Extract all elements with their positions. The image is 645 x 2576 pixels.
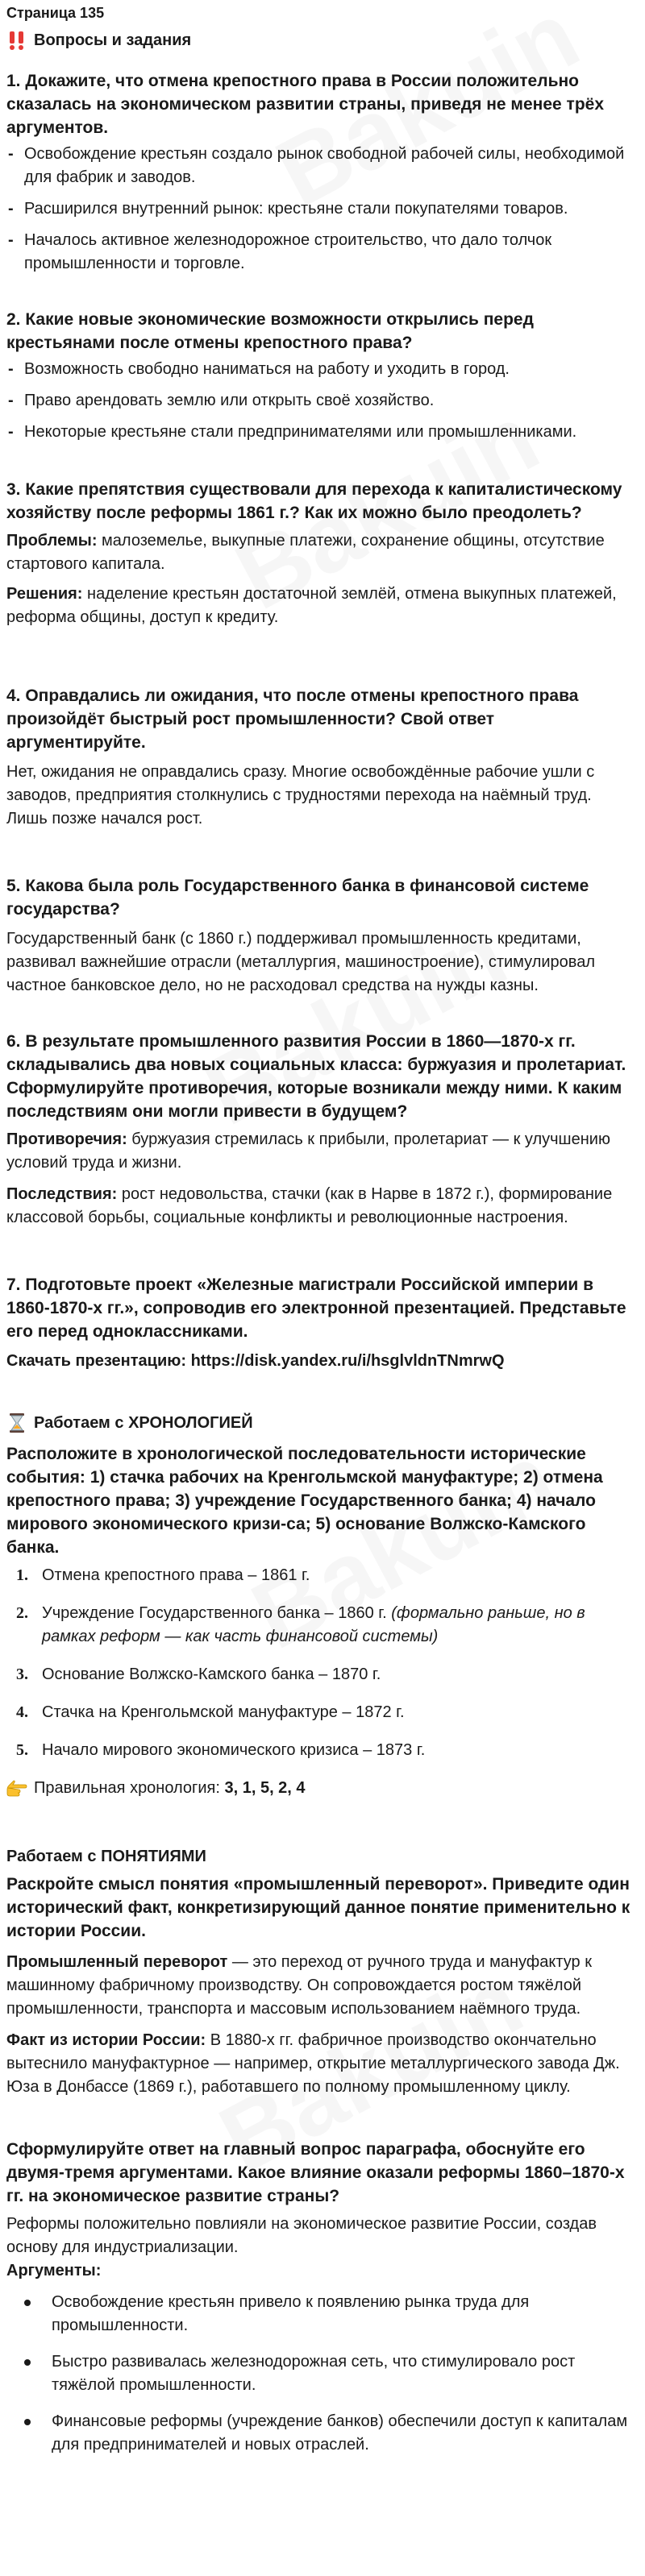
download-label: Скачать презентацию: — [6, 1352, 187, 1370]
question-7 — [6, 1273, 635, 1373]
concepts-header — [6, 1845, 635, 1868]
list-item — [6, 1701, 635, 1724]
item-text: Учреждение Государственного банка – 1860 г. (формально раньше, но в рамках реформ — как часть финансовой системы) — [42, 1604, 585, 1645]
list-item: Освобождение крестьян привело к появлению рынка труда для промышленности. — [6, 2291, 635, 2337]
list-item: - Расширился внутренний рынок: крестьяне стали покупателями товаров. — [6, 197, 635, 221]
section-tasks-header — [6, 29, 635, 52]
consequences-text: рост недовольства, стачки (как в Нарве в 1872 г.), формирование классовой борьбы, социальные конфликты и революционные настроения. — [6, 1185, 613, 1226]
chronology-header — [6, 1412, 635, 1434]
chronology-answer-label: Правильная хронология: — [34, 1779, 225, 1797]
item-number: 1. — [16, 1566, 28, 1584]
question-title: 1. Докажите, что отмена крепостного права в России положительно сказалась на экономическом развитии страны, приведя не менее трёх аргументов. — [6, 72, 604, 137]
hourglass-icon — [6, 1412, 27, 1433]
solutions-text: наделение крестьян достаточной землёй, отмена выкупных платежей, реформа общины, доступ к кредиту. — [6, 585, 617, 626]
chronology-task: Расположите в хронологической последовательности исторические события: 1) стачка рабочих на Кренгольмской мануфактуре; 2) отмена крепостного права; 3) учреждение Государственного банка; 4) начало мирового экономического кризи-са; 5) основание Волжско-Камского банка. — [6, 1445, 603, 1557]
list-item — [6, 1602, 635, 1649]
chronology-title: Работаем с ХРОНОЛОГИЕЙ — [34, 1414, 253, 1432]
question-title: 4. Оправдались ли ожидания, что после отмены крепостного права произойдёт быстрый рост промышленности? Свой ответ аргументируйте. — [6, 687, 579, 752]
consequences-label: Последствия: — [6, 1185, 118, 1203]
question-6 — [6, 1030, 635, 1230]
item-number: 3. — [16, 1665, 28, 1683]
problems-label: Проблемы: — [6, 532, 98, 550]
question-4 — [6, 684, 635, 831]
list-item: - Освобождение крестьян создало рынок свободной рабочей силы, необходимой для фабрик и заводов. — [6, 143, 635, 189]
concepts-task: Раскройте смысл понятия «промышленный переворот». Приведите один исторический факт, конкретизирующий данное понятие применительно к истории России. — [6, 1875, 630, 1940]
contradictions-paragraph — [6, 1128, 635, 1175]
question-title: 7. Подготовьте проект «Железные магистрали Российской империи в 1860-1870-х гг.», сопроводив его электронной презентацией. Представьте его перед одноклассниками. — [6, 1276, 626, 1341]
list-item: - Возможность свободно наниматься на работу и уходить в город. — [6, 358, 635, 381]
solutions-label: Решения: — [6, 585, 83, 603]
question-5 — [6, 874, 635, 998]
list-item: - Право арендовать землю или открыть своё хозяйство. — [6, 389, 635, 413]
problems-text: малоземелье, выкупные платежи, сохранение общины, отсутствие стартового капитала. — [6, 532, 605, 573]
list-item: - Некоторые крестьяне стали предпринимателями или промышленниками. — [6, 421, 635, 444]
final-question: Сформулируйте ответ на главный вопрос параграфа, обоснуйте его двумя-тремя аргументами. Какое влияние оказали реформы 1860–1870-х гг. на экономическое развитие страны? — [6, 2140, 625, 2205]
solutions-paragraph — [6, 583, 635, 629]
list-item: Финансовые реформы (учреждение банков) обеспечили доступ к капиталам для предпринимателей и новых отраслей. — [6, 2410, 635, 2457]
list-item — [6, 1739, 635, 1762]
answer-list — [6, 358, 635, 444]
item-text: Основание Волжско-Камского банка – 1870 г. — [42, 1665, 381, 1683]
arguments-label: Аргументы: — [6, 2262, 102, 2279]
list-item: Быстро развивалась железнодорожная сеть, что стимулировало рост тяжёлой промышленности. — [6, 2350, 635, 2397]
concepts-section — [6, 1845, 635, 2099]
final-section — [6, 2138, 635, 2457]
answer-text: Государственный банк (с 1860 г.) поддерживал промышленность кредитами, развивал важнейшие отрасли (металлургия, машиностроение), стимулировал частное банковское дело, но не расходовал средства на нужды казны. — [6, 930, 595, 994]
download-paragraph — [6, 1350, 635, 1373]
item-note: (формально раньше, но в рамках реформ — как часть финансовой системы) — [42, 1604, 585, 1645]
consequences-paragraph — [6, 1183, 635, 1230]
fact-label: Факт из истории России: — [6, 2031, 206, 2049]
term-label: Промышленный переворот — [6, 1953, 228, 1971]
item-number: 5. — [16, 1741, 28, 1759]
term-paragraph — [6, 1951, 635, 2021]
arguments-list — [6, 2291, 635, 2457]
contradictions-text: буржуазия стремилась к прибыли, пролетариат — к улучшению условий труда и жизни. — [6, 1130, 610, 1172]
double-exclamation-icon — [6, 30, 27, 51]
item-number: 2. — [16, 1604, 28, 1622]
pointing-hand-icon — [6, 1778, 27, 1799]
fact-text: В 1880-х гг. фабричное производство окончательно вытеснило мануфактурное — например, открытие металлургического завода Дж. Юза в Донбассе (1869 г.), работавшего по полному промышленному циклу. — [6, 2031, 620, 2096]
list-item — [6, 1663, 635, 1686]
question-title: 6. В результате промышленного развития России в 1860—1870-х гг. складывались два новых социальных класса: буржуазия и пролетариат. Сформулируйте противоречия, которые возникали между ними. К каким последствиям они могли привести в будущем? — [6, 1032, 626, 1121]
item-number: 4. — [16, 1703, 28, 1721]
contradictions-label: Противоречия: — [6, 1130, 127, 1148]
question-2 — [6, 308, 635, 444]
chronology-section — [6, 1412, 635, 1800]
item-text: Отмена крепостного права – 1861 г. — [42, 1566, 310, 1584]
section-tasks-title: Вопросы и задания — [34, 31, 192, 49]
item-text: Стачка на Кренгольмской мануфактуре – 1872 г. — [42, 1703, 405, 1721]
question-title: 2. Какие новые экономические возможности открылись перед крестьянами после отмены крепостного права? — [6, 310, 534, 352]
question-1 — [6, 69, 635, 276]
question-title: 3. Какие препятствия существовали для перехода к капиталистическому хозяйству после реформы 1861 г.? Как их можно было преодолеть? — [6, 480, 622, 522]
final-answer: Реформы положительно повлияли на экономическое развитие России, создав основу для индустриализации. — [6, 2215, 597, 2256]
concepts-title: Работаем с ПОНЯТИЯМИ — [6, 1848, 206, 1865]
answer-list — [6, 143, 635, 276]
list-item: - Началось активное железнодорожное строительство, что дало толчок промышленности и торговле. — [6, 229, 635, 276]
item-text: Начало мирового экономического кризиса – 1873 г. — [42, 1741, 426, 1759]
problems-paragraph — [6, 529, 635, 576]
fact-paragraph — [6, 2029, 635, 2099]
list-item — [6, 1564, 635, 1587]
question-3 — [6, 478, 635, 629]
download-link[interactable]: https://disk.yandex.ru/i/hsglvldnTNmrwQ — [190, 1352, 505, 1370]
chronology-answer — [6, 1777, 635, 1800]
chronology-answer-value: 3, 1, 5, 2, 4 — [224, 1779, 306, 1797]
answer-text: Нет, ожидания не оправдались сразу. Многие освобождённые рабочие ушли с заводов, предприятия столкнулись с трудностями перехода на наёмный труд. Лишь позже начался рост. — [6, 763, 595, 828]
page-label: Страница 135 — [6, 5, 105, 21]
term-text: — это переход от ручного труда и мануфактур к машинному фабричному производству. Он сопровождается ростом тяжёлой промышленности, транспорта и массовым использованием наёмного труда. — [6, 1953, 592, 2018]
chronology-list — [6, 1564, 635, 1762]
question-title: 5. Какова была роль Государственного банка в финансовой системе государства? — [6, 877, 589, 919]
